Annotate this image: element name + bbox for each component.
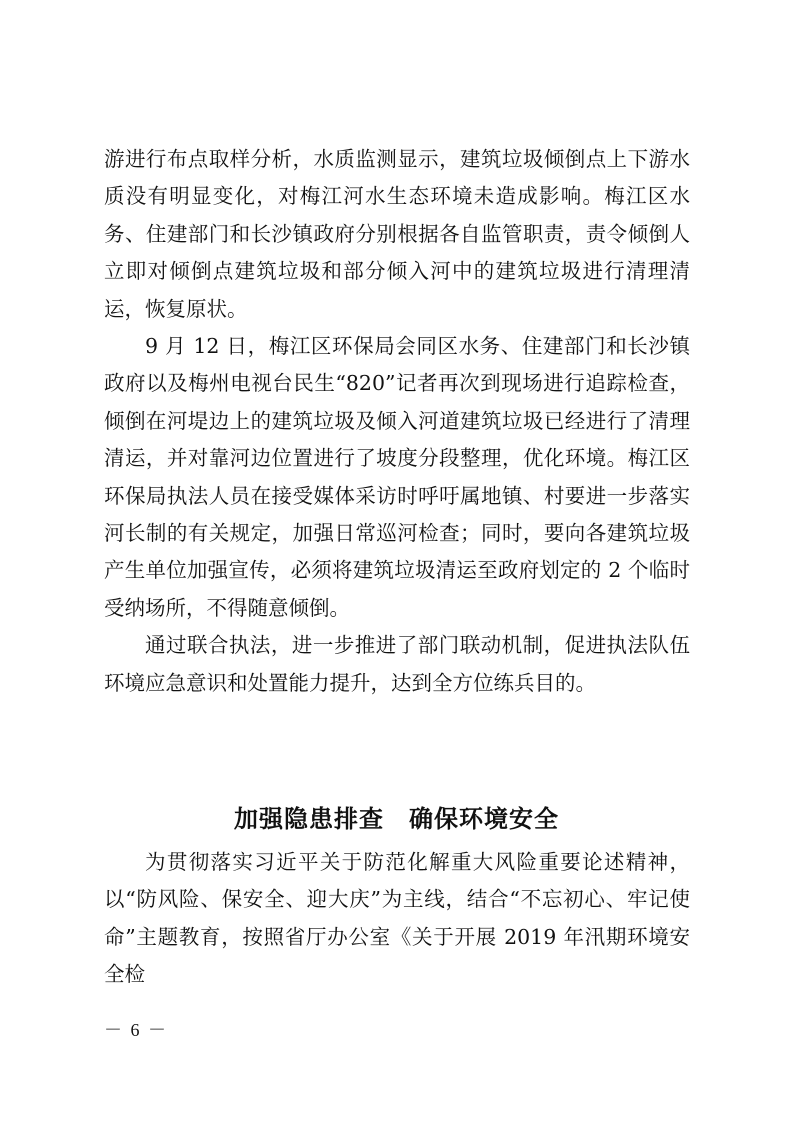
body-text-upper [104,141,690,702]
body-text-lower [104,844,690,994]
paragraph-continuation: 游进行布点取样分析，水质监测显示，建筑垃圾倾倒点上下游水质没有明显变化，对梅江河水生态环境未造成影响。梅江区水务、住建部门和长沙镇政府分别根据各自监管职责，责令倾倒人立即对倾倒点建筑垃圾和部分倾入河中的建筑垃圾进行清理清运，恢复原状。 [104,147,690,321]
paragraph-joint-enforcement: 通过联合执法，进一步推进了部门联动机制，促进执法队伍环境应急意识和处置能力提升，达到全方位练兵目的。 [104,633,690,695]
paragraph-risk-prevention: 为贯彻落实习近平关于防范化解重大风险重要论述精神，以“防风险、保安全、迎大庆”为主线，结合“不忘初心、牢记使命”主题教育，按照省厅办公室《关于开展 2019 年汛期环境安全检 [104,850,690,987]
section-heading: 加强隐患排查 确保环境安全 [234,804,559,833]
page-number: － 6 － [104,1020,168,1040]
paragraph-sept-12-inspection: 9 月 12 日，梅江区环保局会同区水务、住建部门和长沙镇政府以及梅州电视台民生“820”记者再次到现场进行追踪检查，倾倒在河堤边上的建筑垃圾及倾入河道建筑垃圾已经进行了清理清运，并对靠河边位置进行了坡度分段整理，优化环境。梅江区环保局执法人员在接受媒体采访时呼吁属地镇、村要进一步落实河长制的有关规定，加强日常巡河检查；同时，要向各建筑垃圾产生单位加强宣传，必须将建筑垃圾清运至政府划定的 2 个临时受纳场所，不得随意倾倒。 [104,334,690,620]
